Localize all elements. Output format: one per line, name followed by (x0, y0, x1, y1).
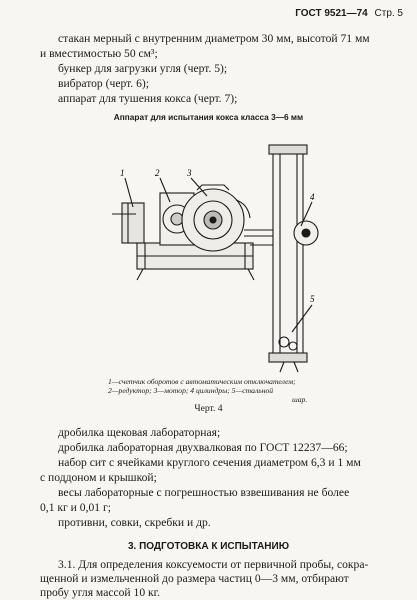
top-list-line: вибратор (черт. 6); (58, 77, 149, 90)
header-page: Стр. 5 (374, 8, 403, 19)
callout-label: 1 (120, 168, 125, 178)
header-standard: ГОСТ 9521—74 (295, 8, 368, 19)
bottom-list-line: набор сит с ячейками круглого сечения диаметром 6,3 и 1 мм (58, 456, 361, 469)
section-paragraph-line: 3.1. Для определения коксуемости от первичной пробы, сокра- (58, 558, 369, 571)
section-paragraph-line: щенной и измельченной до размера частиц 0—3 мм, отбирают (40, 572, 349, 585)
top-list-line: и вместимостью 50 см³; (40, 47, 158, 60)
top-list-line: бункер для загрузки угля (черт. 5); (58, 62, 228, 75)
bottom-list-line: 0,1 кг и 0,01 г; (40, 501, 111, 514)
section-paragraph-line: пробу угля массой 10 кг. (40, 586, 160, 599)
top-list-line: аппарат для тушения кокса (черт. 7); (58, 92, 238, 105)
callout-label: 3 (187, 168, 192, 178)
callout-label: 4 (310, 192, 315, 202)
bottom-list-line: с поддоном и крышкой; (40, 471, 157, 484)
top-list-line: стакан мерный с внутренним диаметром 30 мм, высотой 71 мм (58, 32, 370, 45)
figure-label: Черт. 4 (194, 403, 223, 414)
bottom-list-line: дробилка лабораторная двухвалковая по ГОСТ 12237—66; (58, 441, 348, 454)
callout-label: 5 (310, 294, 315, 304)
figure-caption-line: шар. (292, 395, 308, 404)
bottom-list-line: дробилка щековая лабораторная; (58, 426, 221, 439)
bottom-list-line: весы лабораторные с погрешностью взвешивания не более (58, 486, 350, 499)
figure-caption-line: 1—счетчик оборотов с автоматическим отключателем; (108, 377, 296, 386)
section-heading: 3. ПОДГОТОВКА К ИСПЫТАНИЮ (127, 541, 290, 552)
bottom-list-line: противни, совки, скребки и др. (58, 516, 211, 529)
figure-caption-line: 2—редуктор; 3—мотор; 4 цилиндры; 5—стальной (108, 386, 274, 395)
figure-title: Аппарат для испытания кокса класса 3—6 мм (113, 112, 304, 122)
callout-label: 2 (155, 168, 160, 178)
